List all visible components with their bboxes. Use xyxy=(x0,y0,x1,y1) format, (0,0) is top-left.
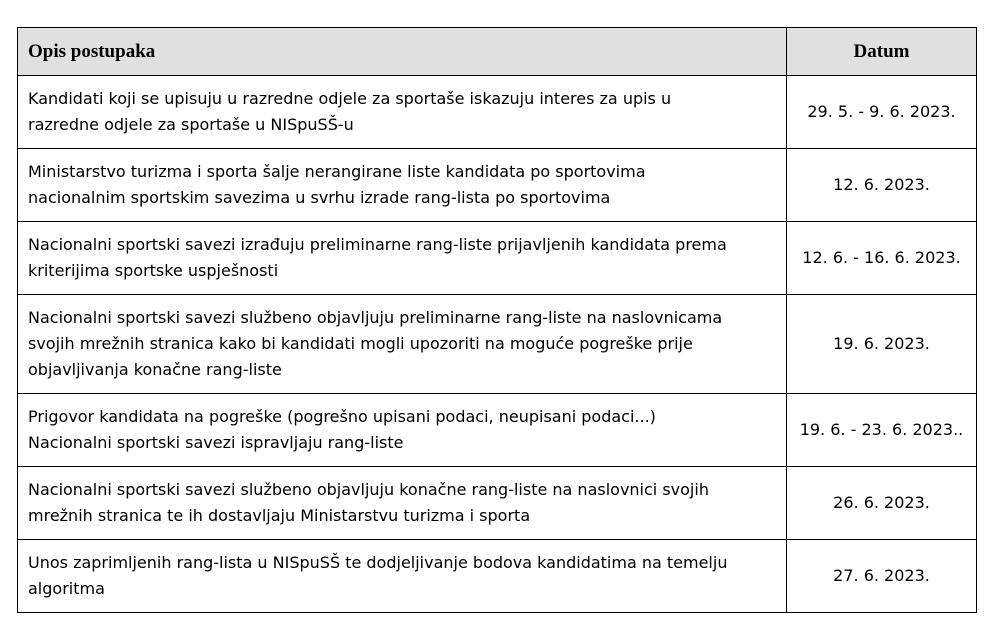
description-line: algoritma xyxy=(28,579,105,598)
header-date: Datum xyxy=(787,28,977,76)
row-description xyxy=(18,467,787,540)
row-date: 26. 6. 2023. xyxy=(787,467,977,540)
description-line: Kandidati koji se upisuju u razredne odjele za sportaše iskazuju interes za upis u xyxy=(28,89,672,108)
row-date: 19. 6. - 23. 6. 2023.. xyxy=(787,394,977,467)
row-date: 29. 5. - 9. 6. 2023. xyxy=(787,76,977,149)
table-header xyxy=(18,28,977,76)
row-description xyxy=(18,76,787,149)
description-line: Ministarstvo turizma i sporta šalje nerangirane liste kandidata po sportovima xyxy=(28,162,646,181)
row-description xyxy=(18,295,787,394)
description-line: Nacionalni sportski savezi ispravljaju rang-liste xyxy=(28,433,404,452)
description-line: nacionalnim sportskim savezima u svrhu izrade rang-lista po sportovima xyxy=(28,188,611,207)
row-description xyxy=(18,540,787,613)
row-description xyxy=(18,394,787,467)
description-line: Prigovor kandidata na pogreške (pogrešno upisani podaci, neupisani podaci...) xyxy=(28,407,656,426)
schedule-table xyxy=(17,27,977,613)
description-line: kriterijima sportske uspješnosti xyxy=(28,261,279,280)
description-line: svojih mrežnih stranica kako bi kandidati mogli upozoriti na moguće pogreške prije xyxy=(28,334,693,353)
row-date: 12. 6. - 16. 6. 2023. xyxy=(787,222,977,295)
table-row xyxy=(18,222,977,295)
row-description xyxy=(18,149,787,222)
table-row xyxy=(18,540,977,613)
row-date: 27. 6. 2023. xyxy=(787,540,977,613)
header-row xyxy=(18,28,977,76)
table-body xyxy=(18,76,977,613)
table-row xyxy=(18,394,977,467)
description-line: mrežnih stranica te ih dostavljaju Ministarstvu turizma i sporta xyxy=(28,506,531,525)
description-line: Unos zaprimljenih rang-lista u NISpuSŠ te dodjeljivanje bodova kandidatima na temelju xyxy=(28,553,728,572)
row-date: 12. 6. 2023. xyxy=(787,149,977,222)
row-date: 19. 6. 2023. xyxy=(787,295,977,394)
description-line: Nacionalni sportski savezi službeno objavljuju konačne rang-liste na naslovnici svojih xyxy=(28,480,709,499)
table-row xyxy=(18,295,977,394)
row-description xyxy=(18,222,787,295)
table-row xyxy=(18,149,977,222)
table-row xyxy=(18,467,977,540)
table-row xyxy=(18,76,977,149)
description-line: razredne odjele za sportaše u NISpuSŠ-u xyxy=(28,115,354,134)
description-line: Nacionalni sportski savezi izrađuju preliminarne rang-liste prijavljenih kandidata prema xyxy=(28,235,727,254)
header-description: Opis postupaka xyxy=(18,28,787,76)
description-line: Nacionalni sportski savezi službeno objavljuju preliminarne rang-liste na naslovnicama xyxy=(28,308,723,327)
description-line: objavljivanja konačne rang-liste xyxy=(28,360,282,379)
